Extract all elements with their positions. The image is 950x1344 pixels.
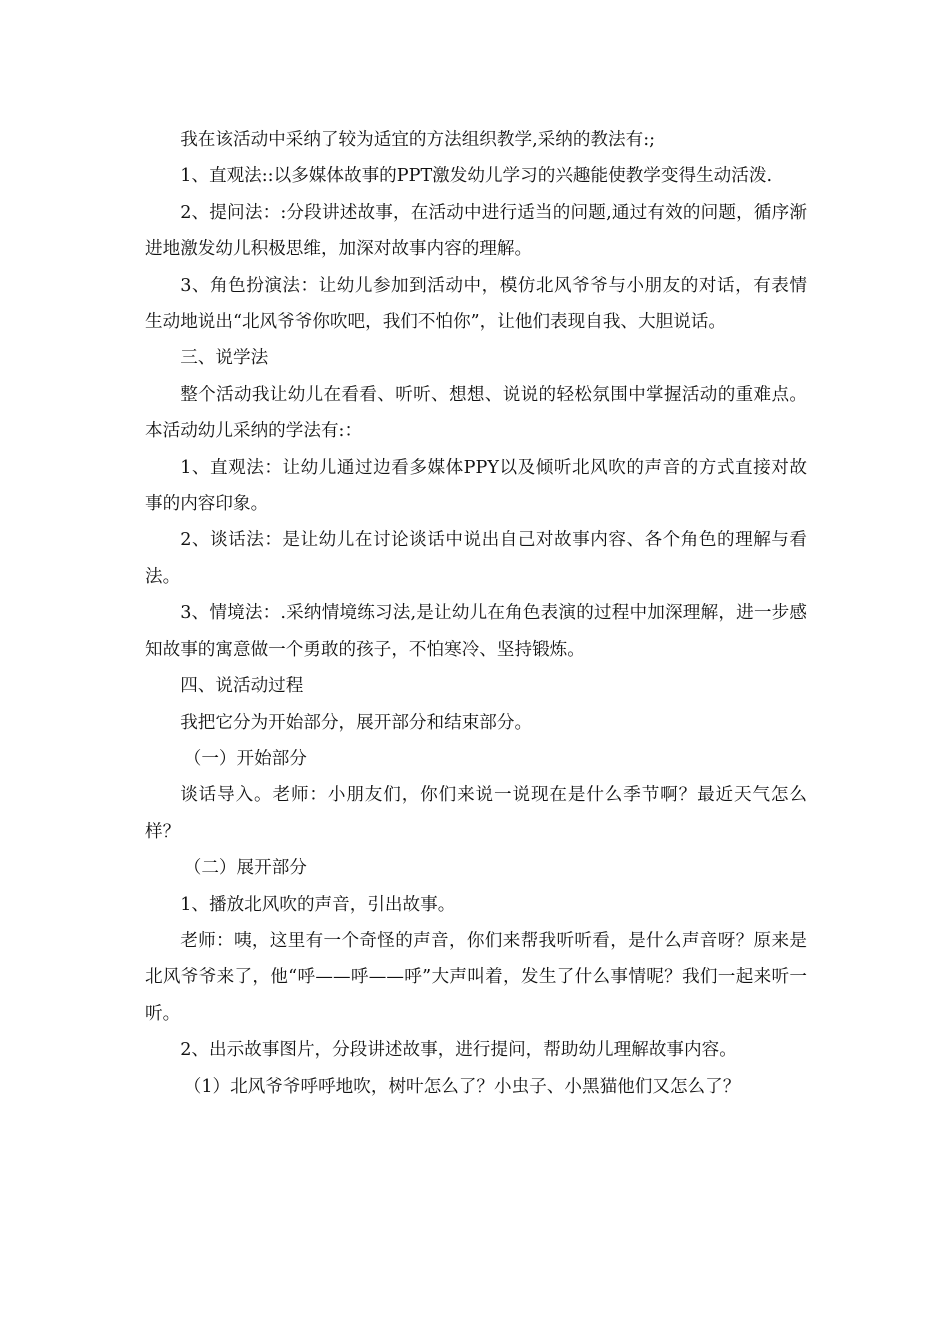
paragraph: 2、出示故事图片，分段讲述故事，进行提问，帮助幼儿理解故事内容。: [180, 1040, 737, 1061]
paragraph: 2、提问法：:分段讲述故事，在活动中进行适当的问题,通过有效的问题，循序渐进地激发幼儿积极思维，加深对故事内容的理解。: [145, 202, 807, 260]
paragraph: 我在该活动中采纳了较为适宜的方法组织教学,采纳的教法有:;: [180, 130, 656, 150]
paragraph: 我把它分为开始部分，展开部分和结束部分。: [180, 712, 533, 733]
section-heading: 四、说活动过程: [180, 676, 304, 697]
paragraph: （1）北风爷爷呼呼地吹，树叶怎么了？小虫子、小黑猫他们又怎么了？: [183, 1076, 741, 1097]
subsection-heading: （二）展开部分: [183, 858, 307, 879]
subsection-heading: （一）开始部分: [183, 748, 307, 769]
paragraph: 老师：咦，这里有一个奇怪的声音，你们来帮我听听看，是什么声音呀？原来是北风爷爷来了，他“呼——呼——呼”大声叫着，发生了什么事情呢？我们一起来听一听。: [145, 930, 807, 1024]
document-body: [145, 122, 807, 1105]
paragraph: 谈话导入。老师：小朋友们，你们来说一说现在是什么季节啊？最近天气怎么样？: [145, 785, 807, 842]
paragraph: 1、直观法：让幼儿通过边看多媒体PPY以及倾听北风吹的声音的方式直接对故事的内容印象。: [145, 457, 807, 515]
paragraph: 3、情境法：.采纳情境练习法,是让幼儿在角色表演的过程中加深理解，进一步感知故事的寓意做一个勇敢的孩子，不怕寒冷、坚持锻炼。: [145, 603, 807, 660]
paragraph: 1、直观法::以多媒体故事的PPT激发幼儿学习的兴趣能使教学变得生动活泼.: [180, 166, 773, 187]
paragraph: 1、播放北风吹的声音，引出故事。: [180, 894, 456, 915]
paragraph: 3、角色扮演法：让幼儿参加到活动中，模仿北风爷爷与小朋友的对话，有表情生动地说出“北风爷爷你吹吧，我们不怕你”，让他们表现自我、大胆说话。: [145, 275, 807, 333]
section-heading: 三、说学法: [180, 348, 269, 369]
paragraph: 整个活动我让幼儿在看看、听听、想想、说说的轻松氛围中掌握活动的重难点。本活动幼儿采纳的学法有:：: [145, 384, 807, 442]
paragraph: 2、谈话法：是让幼儿在讨论谈话中说出自己对故事内容、各个角色的理解与看法。: [145, 530, 807, 587]
